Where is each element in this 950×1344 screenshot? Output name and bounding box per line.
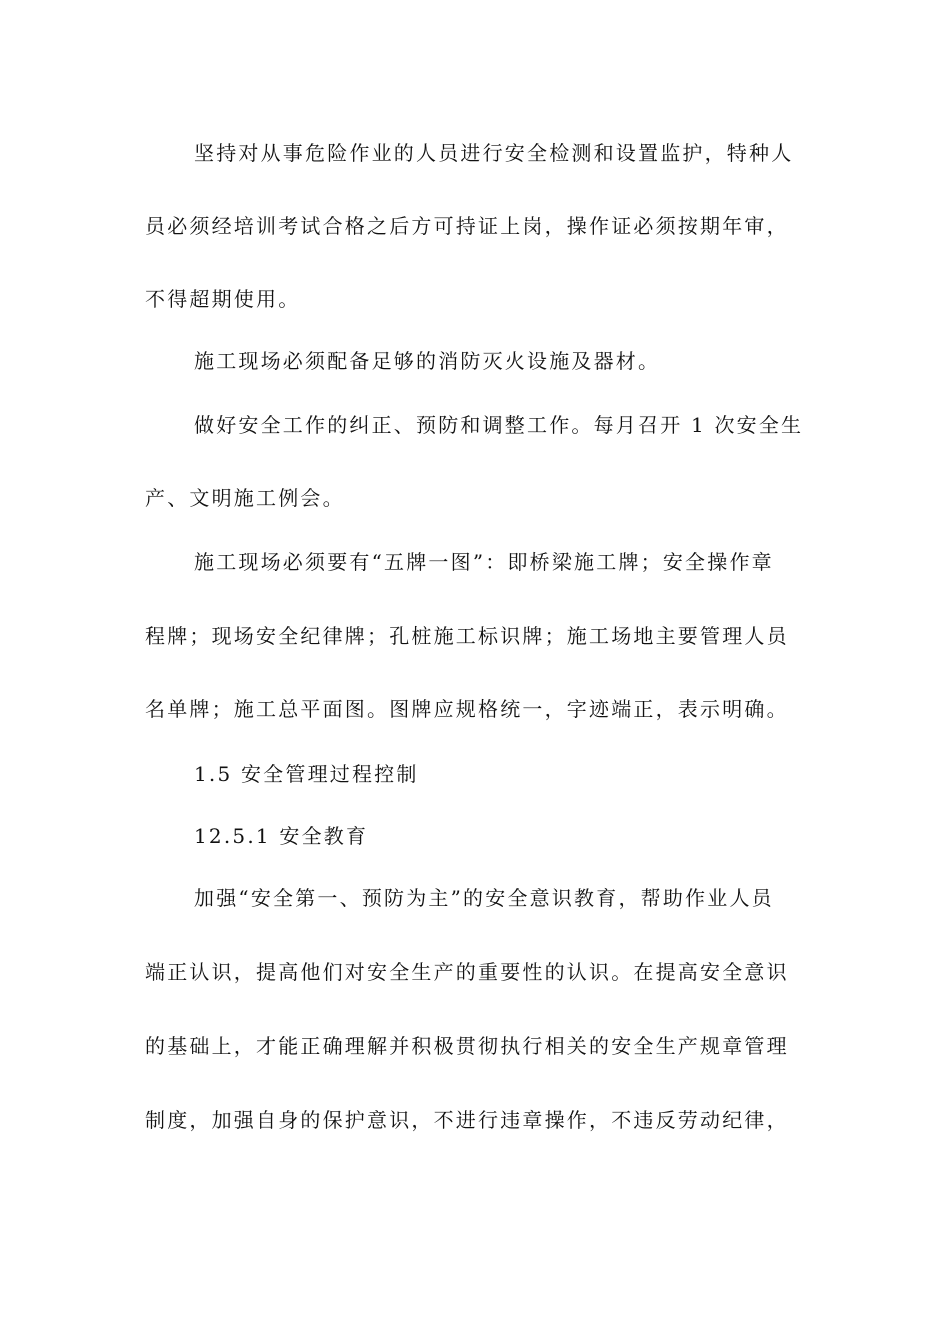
paragraph-line: 产、文明施工例会。 <box>145 486 345 510</box>
paragraph-line: 施工现场必须要有“五牌一图”：即桥梁施工牌；安全操作章 <box>194 550 774 574</box>
paragraph-line: 端正认识，提高他们对安全生产的重要性的认识。在提高安全意识 <box>145 960 789 984</box>
paragraph-line: 不得超期使用。 <box>145 287 301 311</box>
paragraph-line: 员必须经培训考试合格之后方可持证上岗，操作证必须按期年审， <box>145 214 789 238</box>
subsection-heading: 12.5.1 安全教育 <box>194 824 369 848</box>
paragraph-line: 程牌；现场安全纪律牌；孔桩施工标识牌；施工场地主要管理人员 <box>145 624 789 648</box>
paragraph-line: 制度，加强自身的保护意识，不进行违章操作，不违反劳动纪律， <box>145 1108 789 1132</box>
paragraph-line: 的基础上，才能正确理解并积极贯彻执行相关的安全生产规章管理 <box>145 1034 789 1058</box>
paragraph-line: 做好安全工作的纠正、预防和调整工作。每月召开 1 次安全生 <box>194 413 804 437</box>
paragraph-line: 坚持对从事危险作业的人员进行安全检测和设置监护，特种人 <box>194 141 794 165</box>
section-heading: 1.5 安全管理过程控制 <box>194 762 419 786</box>
paragraph-line: 加强“安全第一、预防为主”的安全意识教育，帮助作业人员 <box>194 886 774 910</box>
paragraph-line: 名单牌；施工总平面图。图牌应规格统一，字迹端正，表示明确。 <box>145 697 789 721</box>
paragraph-line: 施工现场必须配备足够的消防灭火设施及器材。 <box>194 349 661 373</box>
